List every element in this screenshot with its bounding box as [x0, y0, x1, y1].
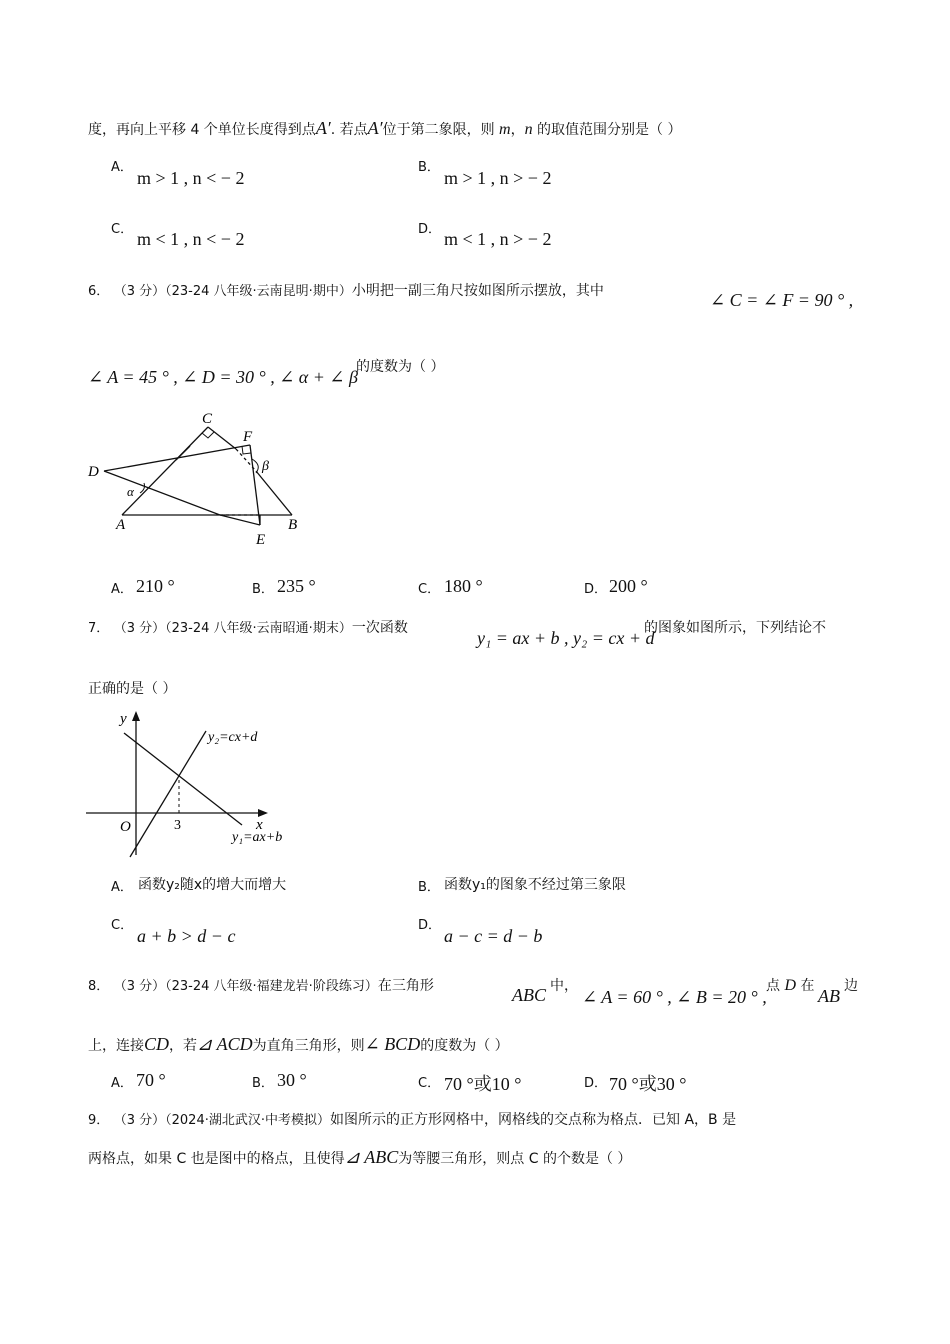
q9-stem-line-2: [88, 1147, 631, 1168]
q8-line2-b: ，若: [169, 1038, 198, 1054]
q5-option-c-value[interactable]: m < 1 , n < − 2: [137, 229, 245, 249]
q8-option-c-letter[interactable]: C．: [418, 1076, 441, 1091]
q6-option-d-letter[interactable]: D．: [584, 582, 608, 597]
q8-option-a-value[interactable]: 70 °: [136, 1070, 166, 1090]
q8-d: D: [784, 977, 797, 994]
q5-stem-part1: 度，再向上平移 4 个单位长度得到点: [88, 122, 316, 138]
q6-label-a: A: [116, 517, 126, 533]
q8-mid: 中，: [550, 978, 578, 994]
q9-number: 9．: [88, 1113, 110, 1128]
q6-label-f: F: [243, 429, 253, 445]
q8-acd: ⊿ ACD: [197, 1034, 253, 1054]
q6-source: （23-24 八年级·云南昆明·期中）: [165, 284, 352, 299]
q8-option-d-letter[interactable]: D．: [584, 1076, 608, 1091]
q7-label-y2: y₂=cx+d: [208, 730, 258, 745]
q5-option-b-value[interactable]: m > 1 , n > − 2: [444, 168, 552, 188]
q5-comma: ，: [510, 122, 525, 138]
q7-option-c-letter[interactable]: C．: [111, 918, 134, 933]
q6-number: 6．: [88, 284, 110, 299]
q8-stem-line: [88, 975, 434, 995]
q6-stem-end: 的度数为（ ）: [356, 359, 445, 375]
q8-stem-line-2: [88, 1034, 509, 1055]
q7-source: （23-24 八年级·云南昭通·期末）: [165, 621, 352, 636]
q6-triangle-figure: [80, 405, 320, 555]
q8-triangle-abc: ABC: [512, 985, 546, 1005]
q8-on: 在: [800, 978, 815, 994]
q7-option-c-value[interactable]: a + b > d − c: [137, 926, 236, 946]
q5-a-prime: A′: [315, 118, 331, 138]
q7-label-y1: y₁=ax+b: [232, 830, 283, 845]
q5-a-prime-2: A′: [367, 118, 383, 138]
q8-line2-c: 为直角三角形，则: [252, 1038, 365, 1054]
q7-option-d-value[interactable]: a − c = d − b: [444, 926, 543, 946]
q6-label-c: C: [202, 411, 213, 427]
q7-label-three: 3: [174, 818, 181, 833]
q6-label-d: D: [88, 464, 99, 480]
q6-option-b-value[interactable]: 235 °: [277, 576, 316, 596]
q8-ab: AB: [818, 986, 840, 1006]
q5-stem-part3: 位于第二象限，则: [382, 122, 500, 138]
q6-option-d-value[interactable]: 200 °: [609, 576, 648, 596]
q8-condition: ∠ A = 60 ° , ∠ B = 20 ° ,: [582, 987, 767, 1007]
q8-point-label: 点: [766, 978, 780, 994]
q6-condition-1: ∠ C = ∠ F = 90 ° ,: [710, 290, 854, 310]
q8-bcd: ∠ BCD: [364, 1034, 421, 1054]
q9-abc: ⊿ ABC: [344, 1147, 399, 1167]
q8-stem: 在三角形: [377, 978, 434, 994]
q5-stem-line: [88, 118, 682, 139]
q8-line2-d: 的度数为（ ）: [420, 1038, 509, 1054]
q6-option-c-value[interactable]: 180 °: [444, 576, 483, 596]
q7-option-a-letter[interactable]: A．: [111, 880, 133, 895]
q7-option-d-letter[interactable]: D．: [418, 918, 442, 933]
q8-number: 8．: [88, 979, 110, 994]
q8-option-c-value[interactable]: 70 °或10 °: [444, 1074, 522, 1094]
q6-option-a-value[interactable]: 210 °: [136, 576, 175, 596]
q6-label-e: E: [256, 532, 266, 548]
q8-source: （23-24 八年级·福建龙岩·阶段练习）: [165, 979, 378, 994]
q8-score: （3 分）: [113, 979, 166, 994]
q5-m: m: [499, 121, 511, 138]
q5-option-b-letter[interactable]: B．: [418, 160, 440, 175]
q8-option-b-letter[interactable]: B．: [252, 1076, 274, 1091]
q5-stem-part2: . 若点: [330, 122, 368, 138]
q9-source: （2024·湖北武汉·中考模拟）: [165, 1113, 330, 1128]
q5-n: n: [524, 121, 533, 138]
q8-option-a-letter[interactable]: A．: [111, 1076, 133, 1091]
q9-line2-a: 两格点，如果 C 也是图中的格点，且使得: [88, 1151, 345, 1167]
q6-stem: 小明把一副三角尺按如图所示摆放，其中: [351, 283, 604, 299]
q5-option-d-value[interactable]: m < 1 , n > − 2: [444, 229, 552, 249]
q8-point-d-line: [766, 975, 814, 995]
q5-option-d-letter[interactable]: D．: [418, 222, 442, 237]
q7-label-origin: O: [120, 819, 131, 835]
q7-stem-end: 的图象如图所示，下列结论不: [644, 620, 826, 636]
q8-line2-a: 上，连接: [88, 1038, 144, 1054]
q5-option-a-value[interactable]: m > 1 , n < − 2: [137, 168, 245, 188]
q6-score: （3 分）: [113, 284, 166, 299]
q7-label-y: y: [120, 711, 127, 727]
q5-option-c-letter[interactable]: C．: [111, 222, 134, 237]
q7-stem-line: [88, 617, 408, 637]
q7-function: y₁ = ax + b , y₂ = cx + d: [477, 628, 655, 648]
q6-option-a-letter[interactable]: A．: [111, 582, 133, 597]
q7-score: （3 分）: [113, 621, 166, 636]
q8-cd: CD: [144, 1034, 170, 1054]
q7-number: 7．: [88, 621, 110, 636]
q6-condition-2: ∠ A = 45 ° , ∠ D = 30 ° , ∠ α + ∠ β: [88, 367, 358, 387]
q7-stem: 一次函数: [351, 620, 408, 636]
q7-option-b-letter[interactable]: B．: [418, 880, 440, 895]
q7-option-b-value[interactable]: 函数y₁的图象不经过第三象限: [444, 877, 626, 893]
q6-stem-line: [88, 280, 604, 300]
q5-stem-part4: 的取值范围分别是（ ）: [532, 122, 682, 138]
q7-stem-line-2: 正确的是（ ）: [88, 681, 177, 697]
q7-option-a-value[interactable]: 函数y₂随x的增大而增大: [138, 877, 287, 893]
q9-score: （3 分）: [113, 1113, 166, 1128]
q6-label-beta: β: [262, 459, 269, 474]
q8-edge: 边: [844, 978, 858, 994]
q6-label-b: B: [288, 517, 298, 533]
q9-stem: 如图所示的正方形网格中，网格线的交点称为格点．已知 A，B 是: [330, 1112, 737, 1128]
q9-line2-b: 为等腰三角形，则点 C 的个数是（ ）: [398, 1151, 632, 1167]
q6-option-b-letter[interactable]: B．: [252, 582, 274, 597]
q5-option-a-letter[interactable]: A．: [111, 160, 133, 175]
q6-option-c-letter[interactable]: C．: [418, 582, 441, 597]
q9-stem-line: [88, 1109, 736, 1129]
q7-label-x: x: [256, 817, 263, 833]
q8-option-b-value[interactable]: 30 °: [277, 1070, 307, 1090]
q6-label-alpha: α: [127, 484, 134, 499]
q7-function-graph: [80, 705, 310, 865]
q8-option-d-value[interactable]: 70 °或30 °: [609, 1074, 687, 1094]
